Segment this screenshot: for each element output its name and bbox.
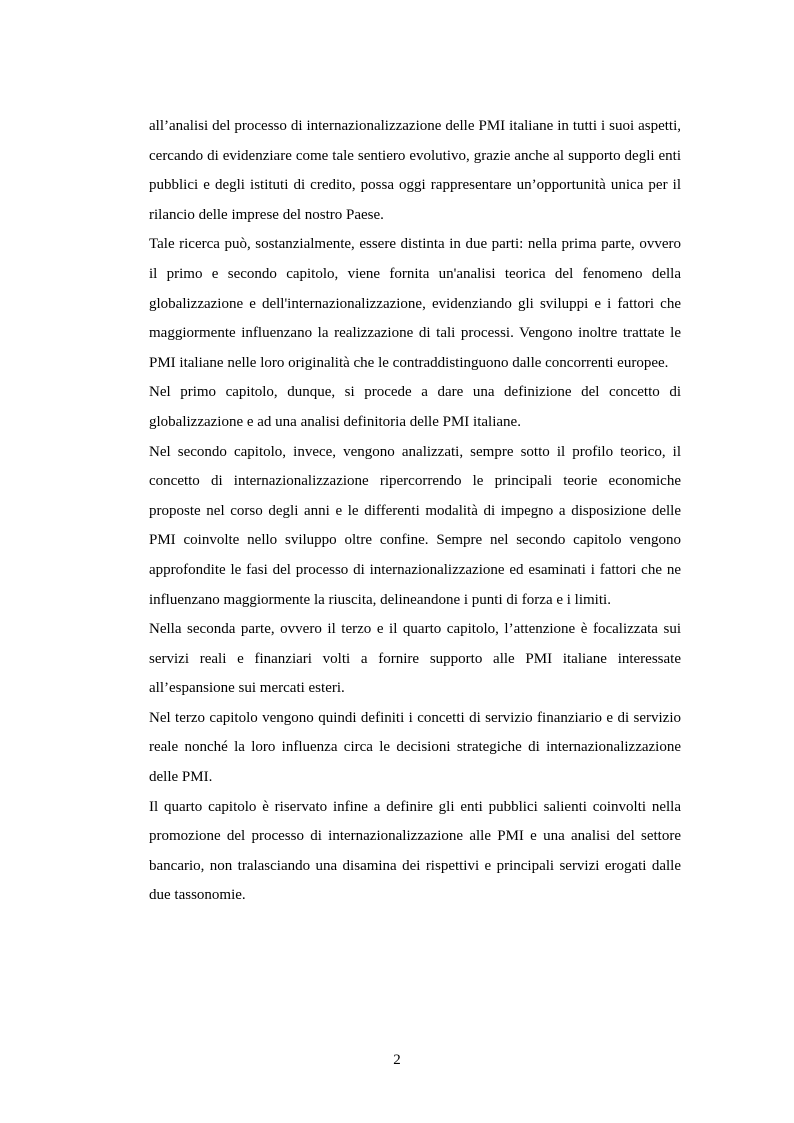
paragraph-research-structure: Tale ricerca può, sostanzialmente, essere distinta in due parti: nella prima parte, ovvero il primo e secondo capitolo, viene fornita un'analisi teorica del fenomeno della globalizzazione e dell'internazionalizzazione, evidenziando gli sviluppi e i fattori che maggiormente influenzano la realizzazione di tali processi. Vengono inoltre trattate le PMI italiane nelle loro originalità che le contraddistinguono dalle concorrenti europee. [149,236,681,371]
paragraph-chapter-three: Nel terzo capitolo vengono quindi definiti i concetti di servizio finanziario e di servizio reale nonché la loro influenza circa le decisioni strategiche di internazionalizzazione delle PMI. [149,709,681,786]
paragraph-intro-continuation: all’analisi del processo di internazionalizzazione delle PMI italiane in tutti i suoi aspetti, cercando di evidenziare come tale sentiero evolutivo, grazie anche al supporto degli enti pubblici e degli istituti di credito, possa oggi rappresentare un’opportunità unica per il rilancio delle imprese del nostro Paese. [149,118,681,223]
body-text [149,112,681,911]
paragraph-chapter-four: Il quarto capitolo è riservato infine a definire gli enti pubblici salienti coinvolti nella promozione del processo di internazionalizzazione alle PMI e una analisi del settore bancario, non tralasciando una disamina dei rispettivi e principali servizi erogati dalle due tassonomie. [149,798,681,904]
paragraph-chapter-one: Nel primo capitolo, dunque, si procede a dare una definizione del concetto di globalizzazione e ad una analisi definitoria delle PMI italiane. [149,384,681,430]
paragraph-second-part: Nella seconda parte, ovvero il terzo e il quarto capitolo, l’attenzione è focalizzata sui servizi reali e finanziari volti a fornire supporto alle PMI italiane interessate all’espansione sui mercati esteri. [149,621,681,697]
page-number: 2 [393,1052,401,1068]
paragraph-chapter-two: Nel secondo capitolo, invece, vengono analizzati, sempre sotto il profilo teorico, il concetto di internazionalizzazione ripercorrendo le principali teorie economiche proposte nel corso degli anni e le differenti modalità di impegno a disposizione delle PMI coinvolte nello sviluppo oltre confine. Sempre nel secondo capitolo vengono approfondite le fasi del processo di internazionalizzazione ed esaminati i fattori che ne influenzano maggiormente la riuscita, delineandone i punti di forza e i limiti. [149,443,681,608]
